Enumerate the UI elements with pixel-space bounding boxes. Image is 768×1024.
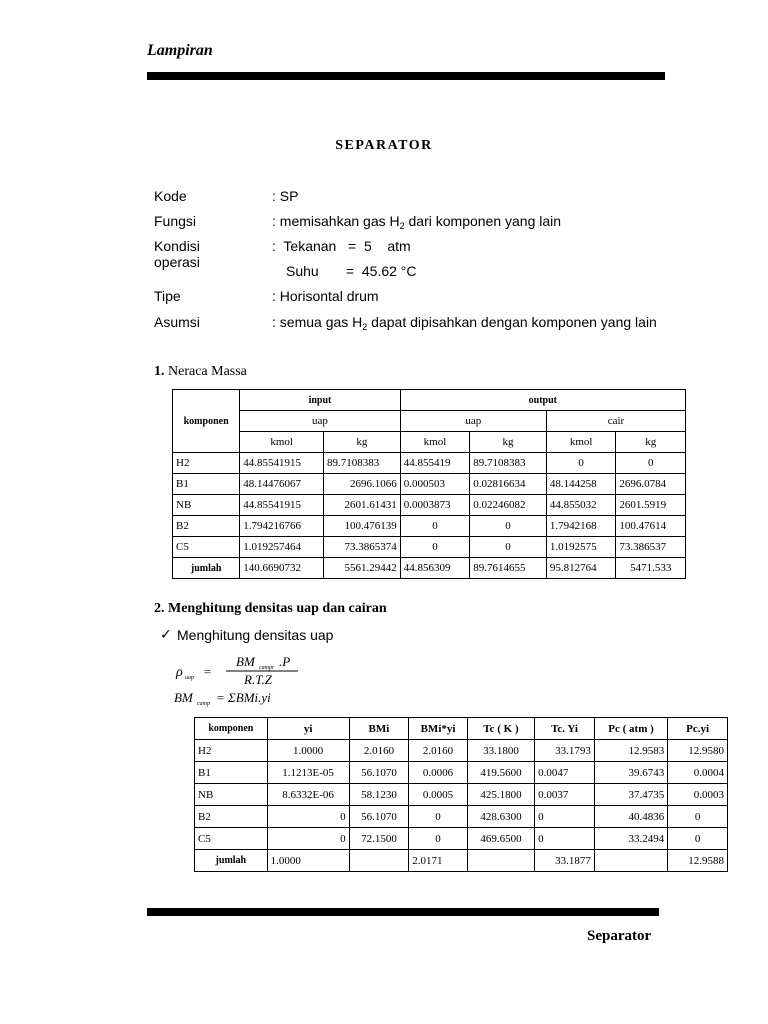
table-row — [195, 762, 728, 784]
table-row — [195, 784, 728, 806]
table-total-row — [173, 558, 686, 579]
table-cell: 2601.61431 — [324, 495, 401, 516]
table-cell: 0 — [267, 806, 349, 828]
spec-fungsi-value: : memisahkan gas $H_2$ dari komponen yang lain — [272, 213, 562, 231]
table-cell: 0.02246082 — [470, 495, 547, 516]
table-cell: 95.812764 — [546, 558, 616, 579]
table-cell — [349, 850, 409, 872]
table1-header-output-uap: uap — [400, 411, 546, 432]
table-cell: 12.9580 — [668, 740, 728, 762]
table1-header-komponen: komponen — [173, 390, 240, 453]
table-cell: 0.02816634 — [470, 474, 547, 495]
table-cell: 2.0171 — [409, 850, 467, 872]
table-cell: 419.5600 — [467, 762, 534, 784]
section-title: SEPARATOR — [335, 138, 433, 153]
table-cell: 2696.0784 — [616, 474, 686, 495]
svg-text:.P: .P — [279, 654, 291, 669]
table-header-cell: Tc ( K ) — [467, 718, 534, 740]
table-cell: 0.0047 — [535, 762, 595, 784]
table-cell: 56.1070 — [349, 762, 409, 784]
table-cell: 40.4836 — [594, 806, 667, 828]
section-1-heading: 1. Neraca Massa — [154, 364, 247, 379]
table-cell: 0 — [409, 806, 467, 828]
table-cell: 1.7942168 — [546, 516, 616, 537]
svg-text:=: = — [203, 664, 212, 679]
table-row — [173, 516, 686, 537]
table-cell: 100.476139 — [324, 516, 401, 537]
table-cell: B1 — [195, 762, 268, 784]
table1-header-input-uap: uap — [240, 411, 400, 432]
table-header-row — [195, 718, 728, 740]
table-cell: 2696.1066 — [324, 474, 401, 495]
table-cell: 44.855032 — [546, 495, 616, 516]
table-cell: 33.1877 — [535, 850, 595, 872]
table-cell: H2 — [173, 453, 240, 474]
table-cell: C5 — [195, 828, 268, 850]
header-rule — [147, 72, 665, 80]
check-icon: ✓ — [160, 627, 172, 643]
table-cell: NB — [173, 495, 240, 516]
table-cell: 48.144258 — [546, 474, 616, 495]
table-cell: 44.855419 — [400, 453, 470, 474]
density-table — [194, 717, 728, 872]
table-cell: 44.856309 — [400, 558, 470, 579]
table-cell: 1.0000 — [267, 740, 349, 762]
table-cell: 37.4735 — [594, 784, 667, 806]
svg-text:BM: BM — [236, 654, 255, 669]
footer-rule — [147, 908, 659, 916]
table-cell: 425.1800 — [467, 784, 534, 806]
table-cell: 0.0037 — [535, 784, 595, 806]
table-row — [195, 828, 728, 850]
table-cell: 89.7614655 — [470, 558, 547, 579]
table-header-cell: yi — [267, 718, 349, 740]
section-2-heading: 2. Menghitung densitas uap dan cairan — [154, 601, 387, 616]
table-cell: 0 — [400, 537, 470, 558]
table-total-row — [195, 850, 728, 872]
table-cell: 12.9583 — [594, 740, 667, 762]
table-cell: 44.85541915 — [240, 495, 324, 516]
table-cell: 39.6743 — [594, 762, 667, 784]
table-cell: 1.1213E-05 — [267, 762, 349, 784]
spec-tipe-label: Tipe — [154, 288, 181, 304]
table-cell: NB — [195, 784, 268, 806]
table-row — [173, 474, 686, 495]
table-cell: 89.7108383 — [324, 453, 401, 474]
page-footer-title: Separator — [587, 928, 652, 944]
table1-unit: kmol — [240, 432, 324, 453]
table-cell: 469.6500 — [467, 828, 534, 850]
table-cell: 73.386537 — [616, 537, 686, 558]
table-cell: 140.6690732 — [240, 558, 324, 579]
spec-asumsi-label: Asumsi — [154, 314, 200, 330]
spec-fungsi-label: Fungsi — [154, 213, 197, 229]
table-row — [173, 453, 686, 474]
table1-unit: kg — [616, 432, 686, 453]
table-cell: B2 — [195, 806, 268, 828]
check-item-text: Menghitung densitas uap — [177, 627, 334, 643]
table-row — [173, 537, 686, 558]
table-cell: 0 — [616, 453, 686, 474]
table-cell: 0 — [409, 828, 467, 850]
table-cell: 33.1800 — [467, 740, 534, 762]
table-row — [195, 806, 728, 828]
spec-kondisi-label: Kondisi operasi — [154, 238, 200, 270]
density-formula-image — [172, 652, 332, 708]
table-cell: 58.1230 — [349, 784, 409, 806]
svg-text:R.T.Z: R.T.Z — [244, 672, 272, 687]
table-header-cell: BMi — [349, 718, 409, 740]
table-cell: B1 — [173, 474, 240, 495]
table-cell: 56.1070 — [349, 806, 409, 828]
table-row — [195, 740, 728, 762]
svg-text:campr: campr — [259, 665, 275, 671]
table1-header-input: input — [240, 390, 400, 411]
table-cell: 1.0000 — [267, 850, 349, 872]
table-cell: C5 — [173, 537, 240, 558]
table-cell: 5471.533 — [616, 558, 686, 579]
table-cell: 0.0003873 — [400, 495, 470, 516]
table-cell: 0.0005 — [409, 784, 467, 806]
table-cell: 2.0160 — [349, 740, 409, 762]
table1-unit: kmol — [400, 432, 470, 453]
table-cell: 0.000503 — [400, 474, 470, 495]
table-cell: 89.7108383 — [470, 453, 547, 474]
table-header-cell: komponen — [195, 718, 268, 740]
spec-asumsi-value: : semua gas $H_2$ dapat dipisahkan dengan komponen yang lain — [272, 314, 657, 332]
table-header-cell: Pc.yi — [668, 718, 728, 740]
spec-tipe-value: : Horisontal drum — [272, 288, 379, 304]
svg-text:= ΣBMi.yi: = ΣBMi.yi — [216, 690, 271, 705]
table-cell: B2 — [173, 516, 240, 537]
table-cell: 8.6332E-06 — [267, 784, 349, 806]
table-cell: 0 — [535, 806, 595, 828]
table-cell: 0 — [470, 516, 547, 537]
table-cell: 1.019257464 — [240, 537, 324, 558]
table-cell: 33.2494 — [594, 828, 667, 850]
table-cell: 2601.5919 — [616, 495, 686, 516]
table-cell: 0.0004 — [668, 762, 728, 784]
table1-header-output: output — [400, 390, 685, 411]
table-cell: 0 — [400, 516, 470, 537]
table-cell: 2.0160 — [409, 740, 467, 762]
table-row — [173, 495, 686, 516]
svg-text:BM: BM — [174, 690, 193, 705]
svg-text:camp: camp — [197, 701, 210, 707]
spec-suhu-value: Suhu = 45.62 °C — [286, 263, 417, 279]
table-cell: 0 — [668, 828, 728, 850]
table-cell: 0 — [546, 453, 616, 474]
spec-kondisi-value: : Tekanan = 5 atm — [272, 238, 411, 254]
table-cell: 73.3865374 — [324, 537, 401, 558]
mass-balance-table — [172, 389, 686, 579]
table-cell: 72.1500 — [349, 828, 409, 850]
table-cell: 48.14476067 — [240, 474, 324, 495]
table1-unit: kg — [324, 432, 401, 453]
table-cell: 0 — [267, 828, 349, 850]
table-cell: 33.1793 — [535, 740, 595, 762]
table1-header-output-cair: cair — [546, 411, 685, 432]
table-cell: 5561.29442 — [324, 558, 401, 579]
table1-unit: kmol — [546, 432, 616, 453]
page-header-title: Lampiran — [147, 42, 213, 59]
table-cell: H2 — [195, 740, 268, 762]
table-cell: 1.794216766 — [240, 516, 324, 537]
table-cell: 0.0006 — [409, 762, 467, 784]
table-cell: 1.0192575 — [546, 537, 616, 558]
table-cell: 428.6300 — [467, 806, 534, 828]
table-cell — [467, 850, 534, 872]
table-cell: 12.9588 — [668, 850, 728, 872]
table1-unit: kg — [470, 432, 547, 453]
table-cell — [594, 850, 667, 872]
table-cell: jumlah — [173, 558, 240, 579]
table-header-cell: Pc ( atm ) — [594, 718, 667, 740]
table-cell: 0 — [470, 537, 547, 558]
table-cell: 44.85541915 — [240, 453, 324, 474]
table-cell: 0 — [668, 806, 728, 828]
svg-text:ρ: ρ — [176, 665, 183, 680]
spec-kode-label: Kode — [154, 188, 187, 204]
table-cell: 100.47614 — [616, 516, 686, 537]
table-cell: 0.0003 — [668, 784, 728, 806]
table-cell: 0 — [535, 828, 595, 850]
svg-text:uap: uap — [185, 675, 194, 681]
spec-kode-value: : SP — [272, 188, 299, 204]
table-cell: jumlah — [195, 850, 268, 872]
table-header-cell: Tc. Yi — [535, 718, 595, 740]
table-header-cell: BMi*yi — [409, 718, 467, 740]
